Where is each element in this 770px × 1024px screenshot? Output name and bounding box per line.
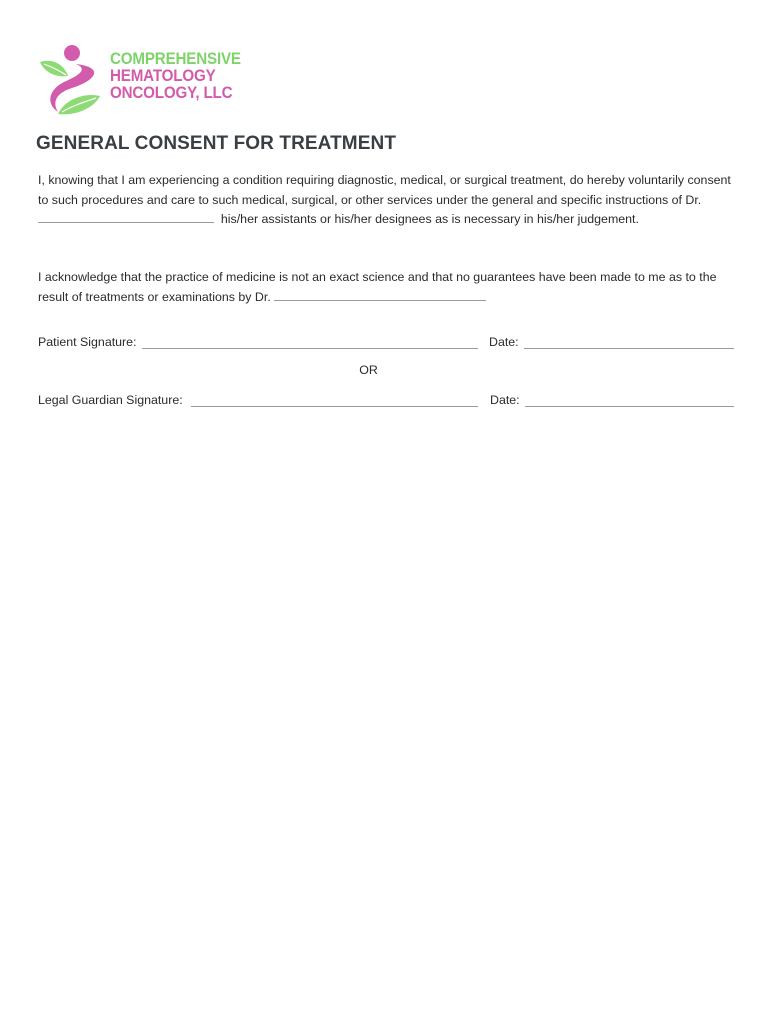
- patient-signature-label: Patient Signature:: [38, 335, 137, 349]
- company-name: [110, 51, 241, 102]
- company-name-line3: ONCOLOGY, LLC: [110, 84, 233, 102]
- guardian-signature-label: Legal Guardian Signature:: [38, 393, 183, 407]
- consent-paragraph: [38, 171, 738, 230]
- ribbon-leaf-logo-icon: [36, 42, 108, 116]
- patient-signature-field[interactable]: [142, 335, 478, 349]
- company-logo: [36, 42, 266, 116]
- guardian-date-field[interactable]: [525, 393, 734, 407]
- company-name-line1: COMPREHENSIVE: [110, 50, 241, 68]
- patient-date-label: Date:: [489, 335, 519, 349]
- guardian-signature-field[interactable]: [191, 393, 478, 407]
- guardian-date-label: Date:: [490, 393, 520, 407]
- company-name-line2: HEMATOLOGY: [110, 67, 216, 85]
- consent-text-end: his/her assistants or his/her designees as is necessary in his/her judgement.: [220, 212, 639, 226]
- doctor-name-blank[interactable]: [38, 210, 214, 223]
- acknowledgement-paragraph: [38, 268, 738, 307]
- or-separator: OR: [359, 363, 378, 377]
- doctor-name-blank-2[interactable]: [274, 288, 486, 301]
- patient-date-field[interactable]: [524, 335, 734, 349]
- acknowledgement-text: I acknowledge that the practice of medicine is not an exact science and that no guarantees have been made to me as to the result of treatments or examinations by Dr.: [38, 270, 717, 304]
- document-title: GENERAL CONSENT FOR TREATMENT: [36, 133, 397, 154]
- consent-text-start: I, knowing that I am experiencing a condition requiring diagnostic, medical, or surgical treatment, do hereby voluntarily consent to such procedures and care to such medical, surgical, or other services under the general and specific instructions of Dr.: [38, 173, 731, 207]
